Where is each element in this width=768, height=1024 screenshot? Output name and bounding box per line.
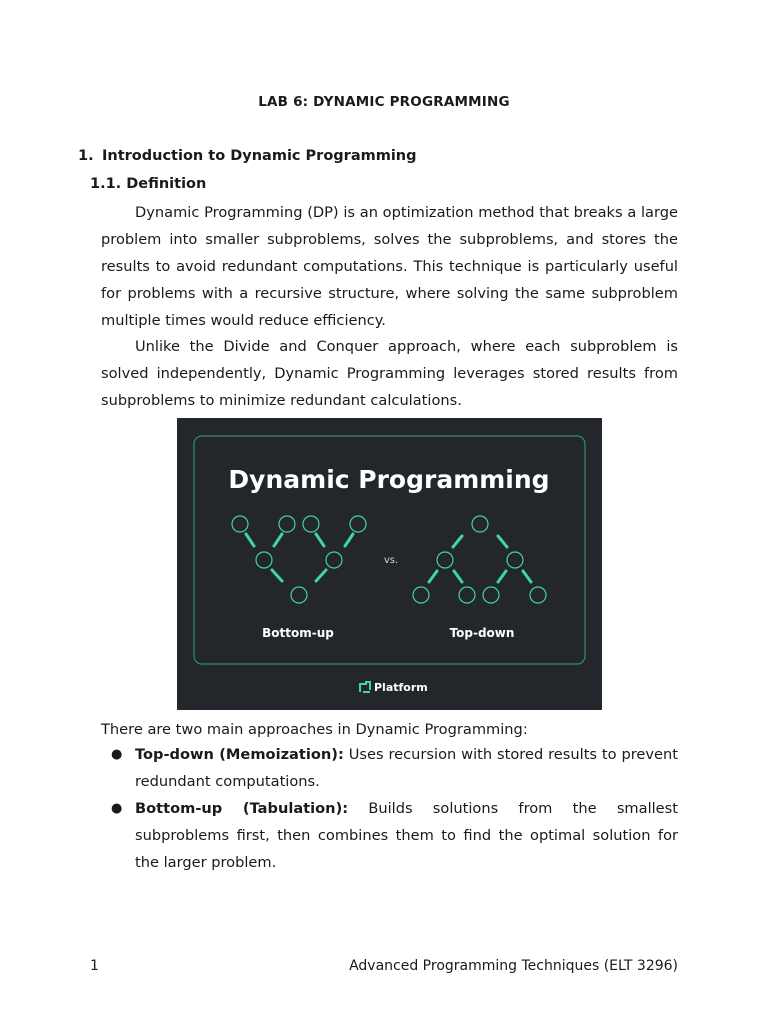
bottom-up-leaf-node <box>279 516 295 532</box>
arrow-icon <box>498 536 507 547</box>
top-down-leaf-node <box>483 587 499 603</box>
bullet-term: Top-down (Memoization): <box>135 746 344 763</box>
page-number: 1 <box>90 958 99 974</box>
arrow-icon <box>498 571 506 582</box>
arrow-icon <box>453 536 462 547</box>
arrow-icon <box>246 534 254 546</box>
bullet-icon: ● <box>111 801 123 816</box>
approaches-intro: There are two main approaches in Dynamic Programming: <box>101 721 528 738</box>
top-down-mid-node <box>437 552 453 568</box>
bullet-icon: ● <box>111 747 123 762</box>
definition-paragraph-1: Dynamic Programming (DP) is an optimization method that breaks a large problem into smaller subproblems, solves the subproblems, and stores the results to avoid redundant computations. This technique is particularly useful for problems with a recursive structure, where solving the same subproblem multiple times would reduce efficiency. <box>101 204 678 329</box>
bottom-up-mid-node <box>256 552 272 568</box>
bottom-up-leaf-node <box>350 516 366 532</box>
top-down-root-node <box>472 516 488 532</box>
section-heading <box>78 148 417 164</box>
arrow-icon <box>316 534 324 546</box>
arrow-icon <box>523 571 531 582</box>
top-down-leaf-node <box>413 587 429 603</box>
bottom-up-tree <box>232 516 366 603</box>
arrow-icon <box>345 534 353 546</box>
list-item <box>101 795 678 876</box>
dp-diagram <box>177 418 602 710</box>
list-item <box>101 741 678 795</box>
platform-logo-text: Platform <box>374 681 428 694</box>
top-down-tree <box>413 516 546 603</box>
bottom-up-mid-node <box>326 552 342 568</box>
arrow-icon <box>274 534 282 546</box>
bottom-up-root-node <box>291 587 307 603</box>
bottom-up-leaf-node <box>232 516 248 532</box>
dp-figure <box>177 418 602 710</box>
vs-label: vs. <box>383 555 399 566</box>
arrow-icon <box>429 571 437 582</box>
arrow-icon <box>454 571 462 582</box>
arrow-icon <box>272 570 282 581</box>
bullet-term: Bottom-up (Tabulation): <box>135 800 349 817</box>
platform-logo-icon <box>360 682 370 692</box>
bottom-up-arrows <box>246 534 353 581</box>
top-down-leaf-node <box>459 587 475 603</box>
footer-course: Advanced Programming Techniques (ELT 3296) <box>349 958 678 974</box>
bottom-up-label: Bottom-up <box>262 626 334 640</box>
section-title: Introduction to Dynamic Programming <box>102 148 417 164</box>
approaches-list <box>101 741 678 876</box>
bottom-up-leaf-node <box>303 516 319 532</box>
document-title: LAB 6: DYNAMIC PROGRAMMING <box>258 94 510 110</box>
bullet-text: Builds solutions from the smallest subproblems first, then combines them to find the optimal solution for the larger problem. <box>135 800 678 871</box>
section-number: 1. <box>78 148 94 164</box>
subsection-heading: 1.1. Definition <box>90 176 207 192</box>
top-down-label: Top-down <box>449 626 515 640</box>
platform-logo <box>360 681 428 694</box>
top-down-leaf-node <box>530 587 546 603</box>
top-down-arrows <box>429 536 531 582</box>
figure-title: Dynamic Programming <box>228 465 550 494</box>
arrow-icon <box>316 570 326 581</box>
top-down-mid-node <box>507 552 523 568</box>
bullet-text: Uses recursion with stored results to prevent redundant computations. <box>135 746 678 790</box>
definition-paragraph-2: Unlike the Divide and Conquer approach, where each subproblem is solved independently, Dynamic Programming leverages stored results from subproblems to minimize redundant calculations. <box>101 338 678 409</box>
